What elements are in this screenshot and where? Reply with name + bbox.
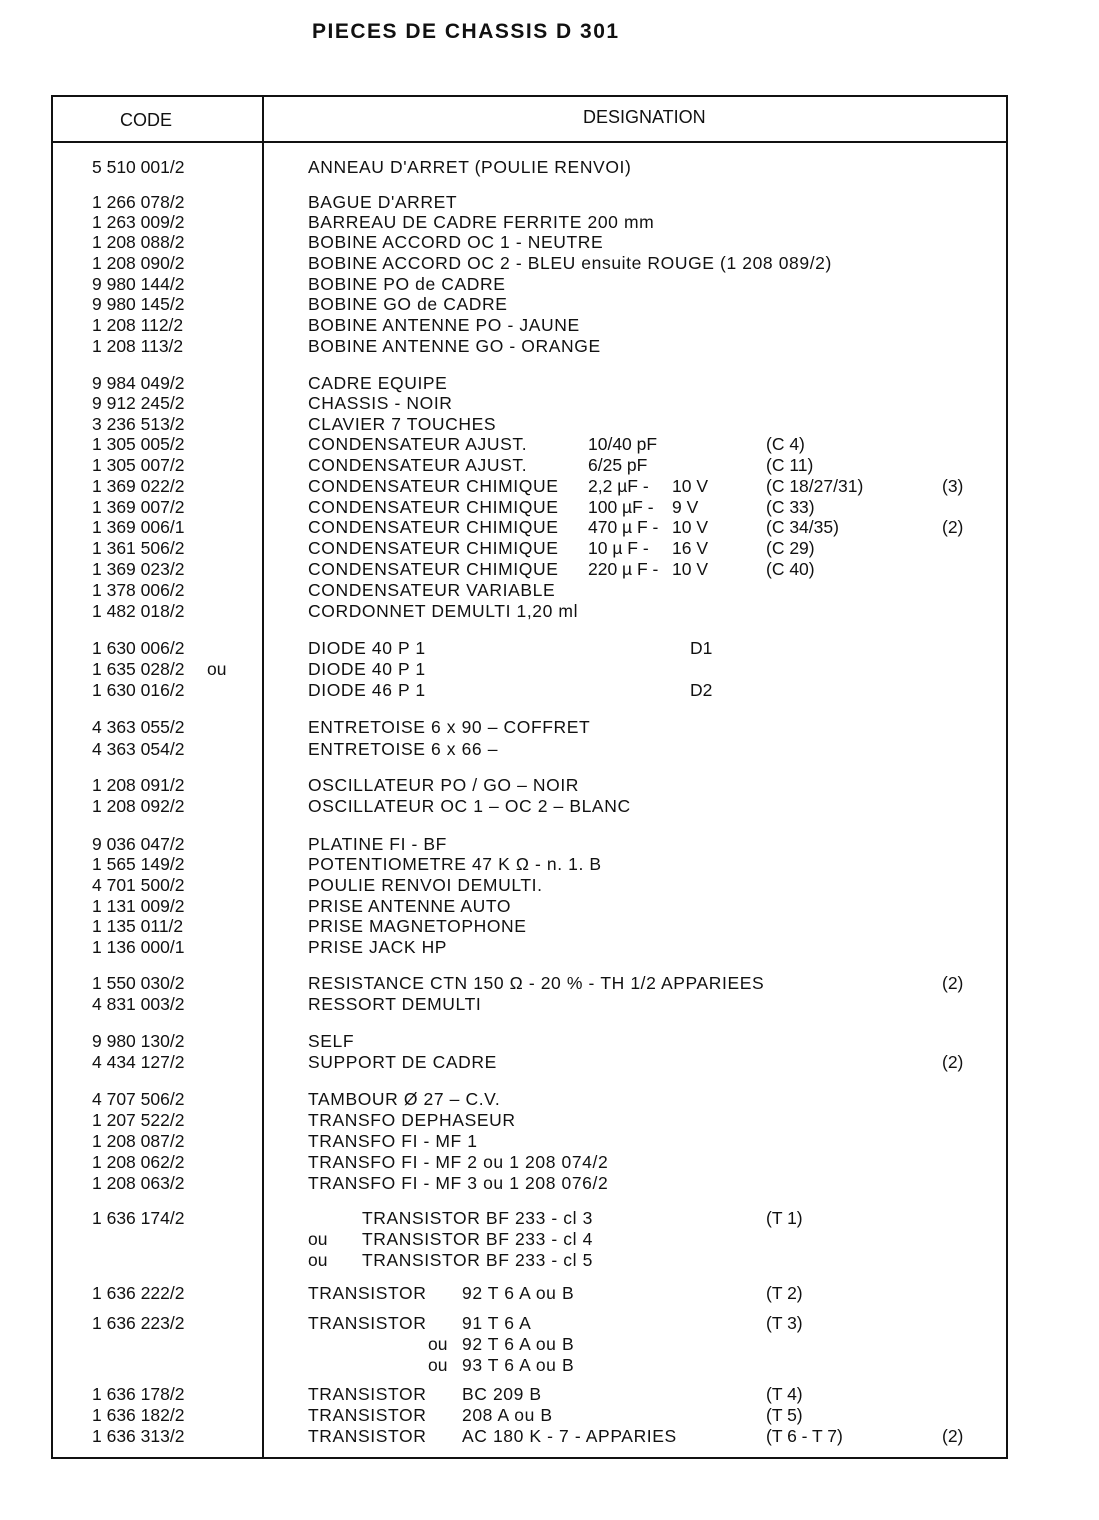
part-designation-detail: 208 A ou B [462, 1405, 553, 1425]
circuit-reference: (T 3) [766, 1313, 803, 1333]
part-designation: TRANSFO FI - MF 3 ou 1 208 076/2 [308, 1173, 609, 1193]
header-code: CODE [120, 110, 173, 130]
part-designation: POTENTIOMETRE 47 K Ω - n. 1. B [308, 854, 602, 874]
part-code: 1 565 149/2 [92, 854, 185, 874]
part-code: 9 980 145/2 [92, 294, 185, 314]
part-code: 1 263 009/2 [92, 212, 185, 232]
part-voltage: 10 V [672, 559, 708, 579]
part-designation-detail: 92 T 6 A ou B [462, 1283, 575, 1303]
table-row [0, 796, 1099, 817]
table-row [0, 538, 1099, 559]
table-row [0, 559, 1099, 580]
table-row [0, 393, 1099, 414]
alternative-marker: ou [428, 1334, 448, 1354]
table-row [0, 517, 1099, 538]
part-code: 1 369 006/1 [92, 517, 185, 537]
table-row [0, 192, 1099, 213]
circuit-reference: (T 4) [766, 1384, 803, 1404]
part-code: 1 636 222/2 [92, 1283, 185, 1303]
table-row [0, 775, 1099, 796]
part-designation: POULIE RENVOI DEMULTI. [308, 875, 543, 895]
part-value: 470 µ F - [588, 517, 659, 537]
table-row [0, 434, 1099, 455]
part-designation: TRANSISTOR [308, 1313, 427, 1333]
circuit-reference: (T 2) [766, 1283, 803, 1303]
table-row [0, 1283, 1099, 1304]
part-code: 1 369 022/2 [92, 476, 185, 496]
table-row [0, 455, 1099, 476]
table-row [0, 896, 1099, 917]
part-designation: TRANSISTOR [308, 1384, 427, 1404]
part-code: 1 636 313/2 [92, 1426, 185, 1446]
part-value: 10 µ F - [588, 538, 649, 558]
part-designation: CONDENSATEUR CHIMIQUE [308, 538, 559, 558]
part-designation: RESISTANCE CTN 150 Ω - 20 % - TH 1/2 APPARIEES [308, 973, 765, 993]
part-designation: RESSORT DEMULTI [308, 994, 482, 1014]
table-row [0, 1173, 1099, 1194]
table-row [0, 973, 1099, 994]
table-row [0, 1229, 1099, 1250]
table-row [0, 414, 1099, 435]
part-code: 1 208 063/2 [92, 1173, 185, 1193]
table-row [0, 680, 1099, 701]
header-designation: DESIGNATION [583, 107, 706, 127]
part-value: 100 µF - [588, 497, 654, 517]
part-designation: CONDENSATEUR CHIMIQUE [308, 476, 559, 496]
part-code: 1 208 112/2 [92, 315, 184, 335]
part-designation: TRANSISTOR [308, 1283, 427, 1303]
circuit-reference: (T 6 - T 7) [766, 1426, 843, 1446]
table-row [0, 157, 1099, 178]
part-designation: CORDONNET DEMULTI 1,20 ml [308, 601, 579, 621]
part-designation: CONDENSATEUR CHIMIQUE [308, 497, 559, 517]
part-code: 1 208 091/2 [92, 775, 185, 795]
part-designation: TRANSFO FI - MF 1 [308, 1131, 478, 1151]
table-row [0, 916, 1099, 937]
part-designation: CONDENSATEUR AJUST. [308, 434, 528, 454]
table-row [0, 497, 1099, 518]
part-designation: DIODE 40 P 1 [308, 659, 426, 679]
part-designation-detail: AC 180 K - 7 - APPARIES [462, 1426, 677, 1446]
part-voltage: 10 V [672, 476, 708, 496]
table-row [0, 294, 1099, 315]
part-value: 2,2 µF - [588, 476, 649, 496]
part-designation: BOBINE ACCORD OC 2 - BLEU ensuite ROUGE (1 208 089/2) [308, 253, 832, 273]
part-code: 1 208 113/2 [92, 336, 184, 356]
table-row [0, 1426, 1099, 1447]
table-row [0, 601, 1099, 622]
table-row [0, 212, 1099, 233]
part-voltage: 9 V [672, 497, 699, 517]
part-designation: BOBINE ANTENNE GO - ORANGE [308, 336, 601, 356]
part-code: 1 208 090/2 [92, 253, 185, 273]
footnote-marker: (2) [942, 1052, 964, 1072]
part-code: 9 980 144/2 [92, 274, 185, 294]
part-code: 9 984 049/2 [92, 373, 185, 393]
table-row [0, 1110, 1099, 1131]
part-designation: BOBINE ANTENNE PO - JAUNE [308, 315, 580, 335]
diode-reference: D2 [690, 680, 713, 700]
part-code: 1 208 062/2 [92, 1152, 185, 1172]
part-code: 1 266 078/2 [92, 192, 185, 212]
table-row [0, 315, 1099, 336]
part-code: 1 131 009/2 [92, 896, 185, 916]
part-designation: CADRE EQUIPE [308, 373, 448, 393]
alternative-marker: ou [308, 1229, 328, 1249]
part-designation: BARREAU DE CADRE FERRITE 200 mm [308, 212, 655, 232]
table-row [0, 253, 1099, 274]
part-designation: PRISE JACK HP [308, 937, 448, 957]
footnote-marker: (2) [942, 1426, 964, 1446]
part-designation: PRISE ANTENNE AUTO [308, 896, 512, 916]
table-row [0, 1208, 1099, 1229]
alternative-marker: ou [308, 1250, 328, 1270]
part-designation: BOBINE GO de CADRE [308, 294, 508, 314]
part-code: 3 236 513/2 [92, 414, 185, 434]
part-designation: PLATINE FI - BF [308, 834, 447, 854]
alternative-marker: ou [428, 1355, 448, 1375]
part-code: 9 980 130/2 [92, 1031, 185, 1051]
part-designation: SUPPORT DE CADRE [308, 1052, 497, 1072]
part-code: 9 036 047/2 [92, 834, 185, 854]
table-row [0, 1250, 1099, 1271]
part-designation: ENTRETOISE 6 x 66 – [308, 739, 499, 759]
circuit-reference: (C 18/27/31) [766, 476, 864, 496]
part-designation-detail: BC 209 B [462, 1384, 542, 1404]
part-designation: BAGUE D'ARRET [308, 192, 458, 212]
part-code: 4 707 506/2 [92, 1089, 185, 1109]
footnote-marker: (2) [942, 973, 964, 993]
part-code: 1 630 006/2 [92, 638, 185, 658]
table-row [0, 1355, 1099, 1376]
part-designation: CONDENSATEUR CHIMIQUE [308, 517, 559, 537]
part-code: 1 136 000/1 [92, 937, 185, 957]
part-code: 1 636 174/2 [92, 1208, 185, 1228]
part-code: 1 361 506/2 [92, 538, 185, 558]
part-designation: TRANSISTOR [308, 1426, 427, 1446]
part-code: 1 208 092/2 [92, 796, 185, 816]
part-code: 1 636 223/2 [92, 1313, 185, 1333]
part-code: 1 305 005/2 [92, 434, 185, 454]
part-designation: PRISE MAGNETOPHONE [308, 916, 527, 936]
part-designation: BOBINE PO de CADRE [308, 274, 506, 294]
circuit-reference: (C 11) [766, 455, 814, 475]
part-code: 5 510 001/2 [92, 157, 185, 177]
table-row [0, 1313, 1099, 1334]
table-row [0, 476, 1099, 497]
table-row [0, 834, 1099, 855]
circuit-reference: (C 29) [766, 538, 815, 558]
table-row [0, 638, 1099, 659]
part-designation: CHASSIS - NOIR [308, 393, 453, 413]
circuit-reference: (C 33) [766, 497, 815, 517]
footnote-marker: (2) [942, 517, 964, 537]
part-designation: CLAVIER 7 TOUCHES [308, 414, 497, 434]
circuit-reference: (C 40) [766, 559, 815, 579]
part-code: 1 550 030/2 [92, 973, 185, 993]
circuit-reference: (T 5) [766, 1405, 803, 1425]
table-row [0, 717, 1099, 738]
part-designation-detail: 93 T 6 A ou B [462, 1355, 575, 1375]
part-code: 1 482 018/2 [92, 601, 185, 621]
part-code: 1 207 522/2 [92, 1110, 185, 1130]
part-designation: TRANSFO FI - MF 2 ou 1 208 074/2 [308, 1152, 609, 1172]
table-row [0, 336, 1099, 357]
table-row [0, 994, 1099, 1015]
table-row [0, 373, 1099, 394]
part-designation: ANNEAU D'ARRET (POULIE RENVOI) [308, 157, 632, 177]
part-designation: TRANSISTOR BF 233 - cl 3 [362, 1208, 593, 1228]
table-row [0, 854, 1099, 875]
part-value: 6/25 pF [588, 455, 648, 475]
table-row [0, 232, 1099, 253]
part-code: 1 305 007/2 [92, 455, 185, 475]
part-designation: DIODE 46 P 1 [308, 680, 426, 700]
table-row [0, 1384, 1099, 1405]
part-code: 1 630 016/2 [92, 680, 185, 700]
part-designation: CONDENSATEUR AJUST. [308, 455, 528, 475]
table-row [0, 739, 1099, 760]
table-row [0, 1405, 1099, 1426]
part-designation: DIODE 40 P 1 [308, 638, 426, 658]
part-designation: OSCILLATEUR OC 1 – OC 2 – BLANC [308, 796, 631, 816]
part-voltage: 10 V [672, 517, 708, 537]
part-designation: OSCILLATEUR PO / GO – NOIR [308, 775, 580, 795]
table-row [0, 274, 1099, 295]
table-row [0, 1334, 1099, 1355]
footnote-marker: (3) [942, 476, 964, 496]
part-code: 1 635 028/2 [92, 659, 185, 679]
part-code: 1 369 007/2 [92, 497, 185, 517]
part-code: 4 363 055/2 [92, 717, 185, 737]
table-row [0, 1131, 1099, 1152]
table-row [0, 659, 1099, 680]
part-code: 1 135 011/2 [92, 916, 184, 936]
table-row [0, 580, 1099, 601]
part-designation: TRANSISTOR [308, 1405, 427, 1425]
part-code: 4 831 003/2 [92, 994, 185, 1014]
part-designation-detail: 91 T 6 A [462, 1313, 532, 1333]
circuit-reference: (C 4) [766, 434, 805, 454]
part-code: 1 369 023/2 [92, 559, 185, 579]
table-row [0, 875, 1099, 896]
diode-reference: D1 [690, 638, 713, 658]
page-title: PIECES DE CHASSIS D 301 [312, 20, 620, 43]
part-code: 1 636 182/2 [92, 1405, 185, 1425]
part-voltage: 16 V [672, 538, 708, 558]
table-row [0, 1089, 1099, 1110]
part-code: 4 363 054/2 [92, 739, 185, 759]
part-designation: TAMBOUR Ø 27 – C.V. [308, 1089, 501, 1109]
table-row [0, 1052, 1099, 1073]
part-designation: ENTRETOISE 6 x 90 – COFFRET [308, 717, 591, 737]
part-code: 1 208 088/2 [92, 232, 185, 252]
part-value: 220 µ F - [588, 559, 659, 579]
part-designation: CONDENSATEUR CHIMIQUE [308, 559, 559, 579]
part-designation: BOBINE ACCORD OC 1 - NEUTRE [308, 232, 604, 252]
part-code: 1 378 006/2 [92, 580, 185, 600]
part-code: 9 912 245/2 [92, 393, 185, 413]
table-row [0, 1152, 1099, 1173]
part-code: 1 208 087/2 [92, 1131, 185, 1151]
table-row [0, 937, 1099, 958]
part-code: 4 701 500/2 [92, 875, 185, 895]
circuit-reference: (C 34/35) [766, 517, 839, 537]
part-code: 4 434 127/2 [92, 1052, 185, 1072]
part-designation-detail: 92 T 6 A ou B [462, 1334, 575, 1354]
part-code: 1 636 178/2 [92, 1384, 185, 1404]
table-row [0, 1031, 1099, 1052]
part-designation: TRANSISTOR BF 233 - cl 5 [362, 1250, 593, 1270]
part-designation: TRANSISTOR BF 233 - cl 4 [362, 1229, 593, 1249]
part-designation: CONDENSATEUR VARIABLE [308, 580, 556, 600]
alternative-marker: ou [207, 659, 227, 679]
part-designation: SELF [308, 1031, 355, 1051]
part-value: 10/40 pF [588, 434, 658, 454]
part-designation: TRANSFO DEPHASEUR [308, 1110, 516, 1130]
circuit-reference: (T 1) [766, 1208, 803, 1228]
